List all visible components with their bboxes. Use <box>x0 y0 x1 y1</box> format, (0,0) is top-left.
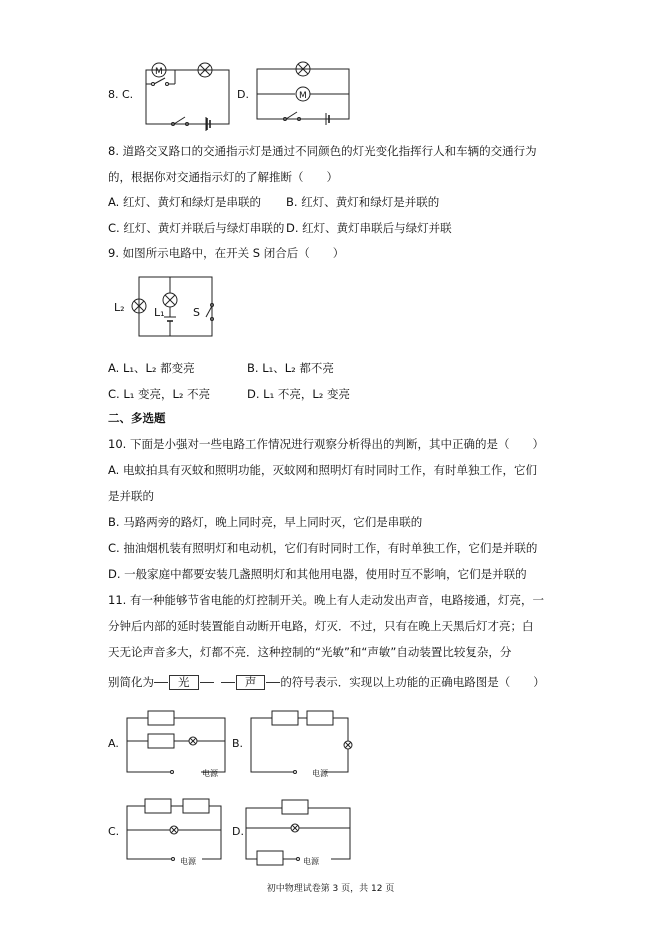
q10-option-b: B. 马路两旁的路灯，晚上同时亮，早上同时灭，它们是串联的 <box>108 515 423 529</box>
q8-option-b: B. 红灯、黄灯和绿灯是并联的 <box>286 195 440 209</box>
q11-stem-line1: 11. 有一种能够节省电能的灯控制开关。晚上有人走动发出声音，电路接通，灯亮，一 <box>108 593 544 607</box>
q9-circuit-diagram <box>112 272 222 342</box>
q10-option-a-line2: 是并联的 <box>108 489 154 503</box>
q8-option-c: C. 红灯、黄灯并联后与绿灯串联的 <box>108 221 285 235</box>
q11-circuit-d <box>245 794 355 864</box>
q9-stem: 9. 如图所示电路中，在开关 S 闭合后（ ） <box>108 246 345 260</box>
q11-circuit-a <box>126 708 226 774</box>
q10-stem: 10. 下面是小强对一些电路工作情况进行观察分析得出的判断，其中正确的是（ ） <box>108 437 544 451</box>
q11-b-power: 电源 <box>312 769 328 778</box>
q9-option-a: A. L₁、L₂ 都变亮 <box>108 361 195 375</box>
q11-d-power: 电源 <box>303 857 319 866</box>
sound-sensor-symbol: 声 <box>236 675 266 690</box>
q11-stem-line3: 天无论声音多大，灯都不亮．这种控制的“光敏”和“声敏”自动装置比较复杂，分 <box>108 645 512 659</box>
q9-label-s: S <box>193 306 200 319</box>
q9-label-l1: L₁ <box>154 306 165 319</box>
q11-option-c-label: C. <box>108 825 120 838</box>
q8-option-d: D. 红灯、黄灯串联后与绿灯并联 <box>286 221 452 235</box>
q11-option-b-label: B. <box>232 737 244 750</box>
q11-option-d-label: D. <box>232 825 244 838</box>
svg-text:M: M <box>299 91 307 101</box>
q9-option-b: B. L₁、L₂ 都不亮 <box>247 361 334 375</box>
option-c-label: 8. C. <box>108 88 134 101</box>
option-d-label: D. <box>237 88 249 101</box>
q11-a-power: 电源 <box>202 769 218 778</box>
circuit-c-diagram <box>135 58 235 128</box>
q11-stem-post: 的符号表示．实现以上功能的正确电路图是（ ） <box>280 675 545 689</box>
svg-text:M: M <box>155 67 163 77</box>
page-footer: 初中物理试卷第 3 页，共 12 页 <box>266 884 395 894</box>
q8-option-a: A. 红灯、黄灯和绿灯是串联的 <box>108 195 261 209</box>
light-sensor-symbol: 光 <box>169 675 199 690</box>
q11-stem-line2: 分钟后内部的延时装置能自动断开电路，灯灭．不过，只有在晚上天黑后灯才亮；白 <box>108 619 534 633</box>
q11-c-power: 电源 <box>180 857 196 866</box>
q8-stem-line1: 8. 道路交叉路口的交通指示灯是通过不同颜色的灯光变化指挥行人和车辆的交通行为 <box>108 144 537 158</box>
q9-option-d: D. L₁ 不亮，L₂ 变亮 <box>247 387 351 401</box>
q8-stem-line2: 的，根据你对交通指示灯的了解推断（ ） <box>108 170 338 184</box>
circuit-d-diagram <box>255 58 355 128</box>
q10-option-d: D. 一般家庭中都要安装几盏照明灯和其他用电器，使用时互不影响，它们是并联的 <box>108 567 527 581</box>
q11-stem-line4 <box>108 675 545 690</box>
q11-circuit-c <box>126 796 226 862</box>
q10-option-a-line1: A. 电蚊拍具有灭蚊和照明功能，灭蚊网和照明灯有时同时工作，有时单独工作，它们 <box>108 463 537 477</box>
q9-label-l2: L₂ <box>114 301 125 314</box>
q11-option-a-label: A. <box>108 737 119 750</box>
q9-option-c: C. L₁ 变亮，L₂ 不亮 <box>108 387 211 401</box>
q11-stem-pre: 别简化为 <box>108 675 154 689</box>
section-title: 二、多选题 <box>108 411 166 425</box>
q10-option-c: C. 抽油烟机装有照明灯和电动机，它们有时同时工作，有时单独工作，它们是并联的 <box>108 541 538 555</box>
q11-circuit-b <box>250 708 350 774</box>
